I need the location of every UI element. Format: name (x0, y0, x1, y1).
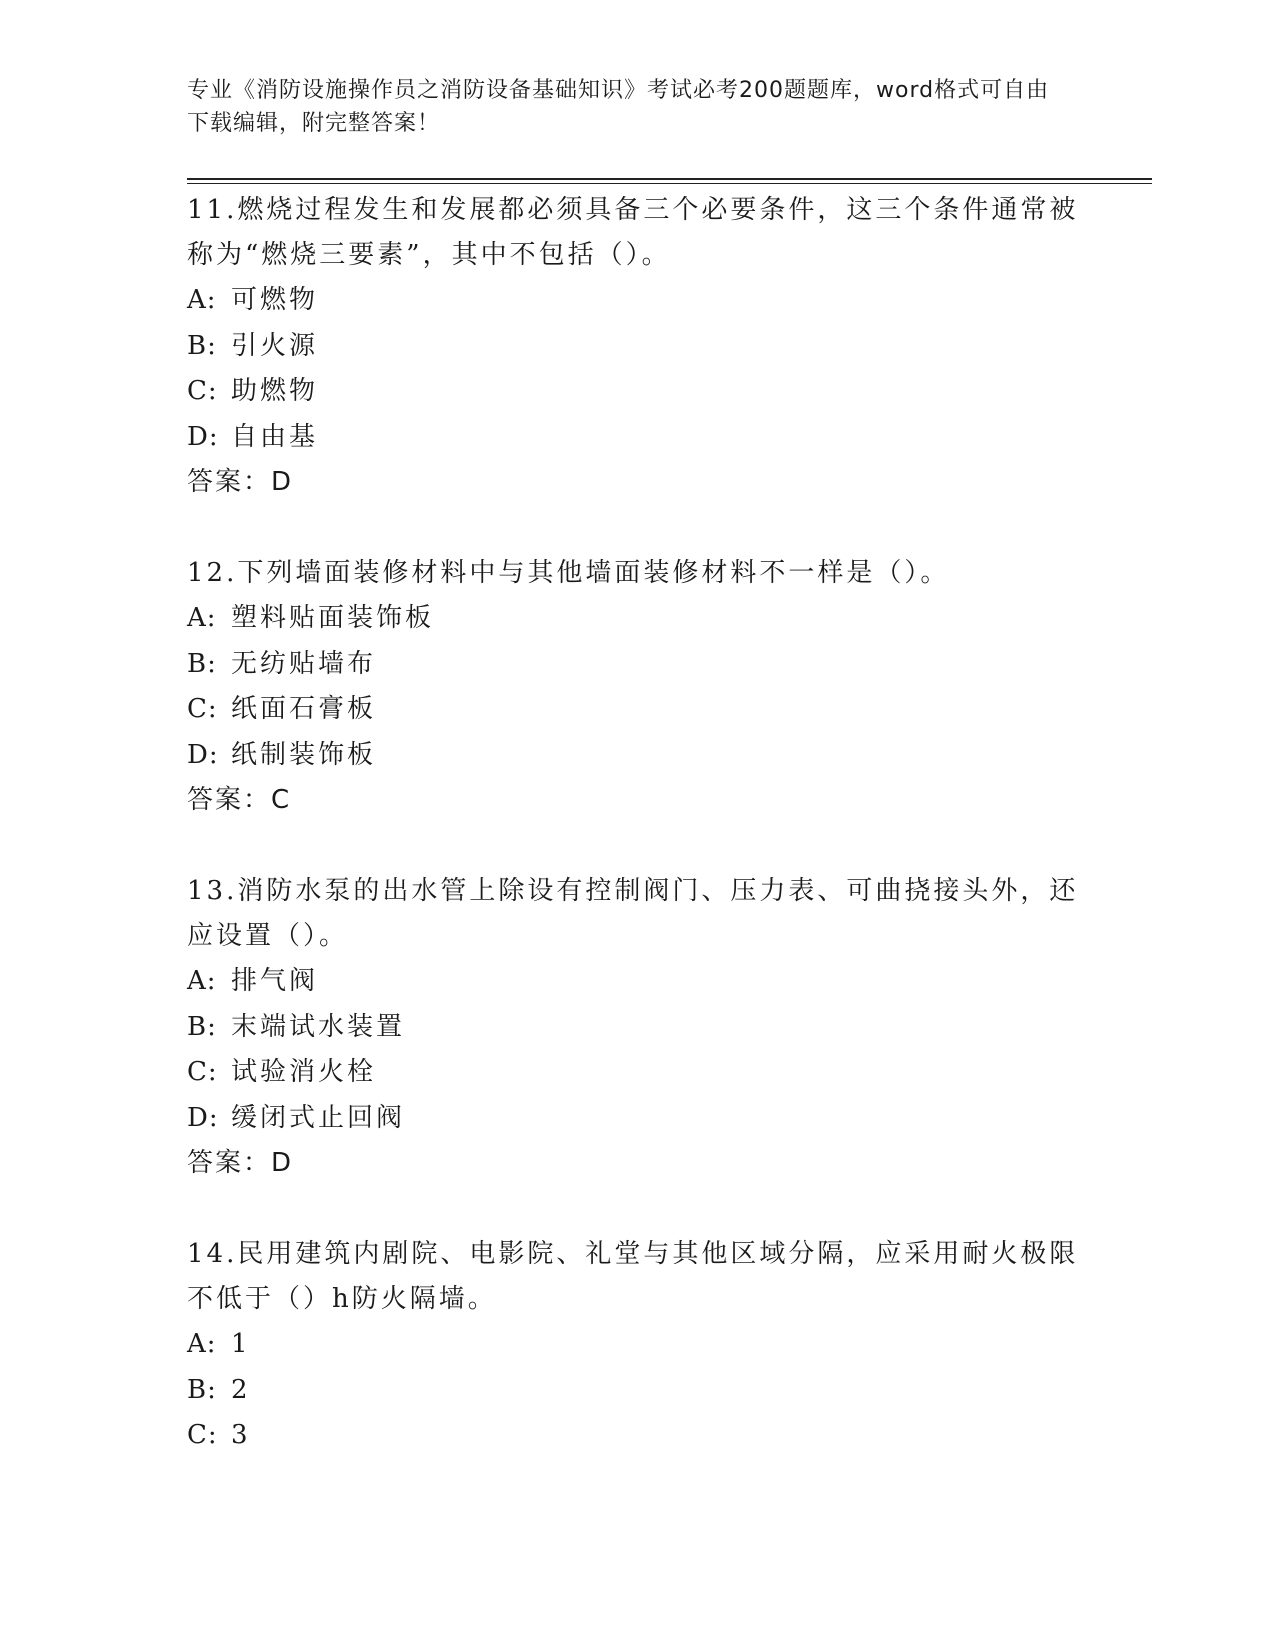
option-key: A: (187, 1329, 217, 1359)
option-text: 纸面石膏板 (231, 694, 377, 724)
option-a (187, 596, 1087, 642)
option-b (187, 1005, 1087, 1051)
option-key: D: (187, 1102, 219, 1133)
option-text: 排气阀 (231, 966, 319, 996)
option-text: 缓闭式止回阀 (231, 1102, 406, 1133)
option-a (187, 959, 1087, 1005)
option-key: B: (187, 648, 217, 679)
option-d (187, 1096, 1087, 1142)
question-11 (187, 188, 1087, 505)
option-a (187, 1322, 1087, 1368)
option-key: D: (187, 421, 219, 452)
option-b (187, 324, 1087, 370)
option-key: B: (187, 1011, 217, 1042)
answer-line: 答案：C (187, 785, 292, 815)
option-b (187, 1368, 1087, 1414)
option-text: 自由基 (231, 421, 319, 452)
header-title: 专业《消防设施操作员之消防设备基础知识》考试必考200题题库，word格式可自由下载编辑，附完整答案！ (187, 78, 1050, 136)
option-key: B: (187, 1374, 217, 1405)
option-text: 2 (231, 1374, 251, 1405)
header-divider (187, 178, 1152, 184)
option-key: C: (187, 376, 218, 406)
option-key: A: (187, 966, 217, 996)
option-key: C: (187, 694, 218, 724)
option-b (187, 642, 1087, 688)
question-stem: 11.燃烧过程发生和发展都必须具备三个必要条件，这三个条件通常被称为“燃烧三要素”，其中不包括（）。 (187, 195, 1079, 270)
option-text: 末端试水装置 (231, 1011, 406, 1042)
question-14 (187, 1232, 1087, 1459)
question-stem: 13.消防水泵的出水管上除设有控制阀门、压力表、可曲挠接头外，还应设置（）。 (187, 876, 1079, 951)
option-d (187, 415, 1087, 461)
option-key: C: (187, 1420, 218, 1450)
question-stem: 14.民用建筑内剧院、电影院、礼堂与其他区域分隔，应采用耐火极限不低于（）h防火隔墙。 (187, 1239, 1079, 1314)
option-key: B: (187, 330, 217, 361)
document-header (187, 74, 1067, 140)
answer-line: 答案：D (187, 1148, 294, 1178)
option-key: A: (187, 285, 217, 315)
option-text: 纸制装饰板 (231, 739, 377, 770)
question-13 (187, 869, 1087, 1186)
option-text: 试验消火栓 (231, 1057, 377, 1087)
option-text: 3 (231, 1420, 251, 1450)
option-c (187, 1413, 1087, 1459)
option-c (187, 369, 1087, 415)
option-c (187, 1050, 1087, 1096)
option-text: 可燃物 (231, 285, 319, 315)
option-text: 引火源 (231, 330, 319, 361)
option-key: C: (187, 1057, 218, 1087)
option-text: 塑料贴面装饰板 (231, 603, 435, 633)
option-a (187, 278, 1087, 324)
option-text: 助燃物 (231, 376, 319, 406)
option-c (187, 687, 1087, 733)
question-12 (187, 551, 1087, 823)
option-text: 1 (231, 1329, 251, 1359)
option-d (187, 733, 1087, 779)
answer-line: 答案：D (187, 467, 294, 497)
question-list (187, 188, 1087, 1505)
option-key: D: (187, 739, 219, 770)
question-stem: 12.下列墙面装修材料中与其他墙面装修材料不一样是（）。 (187, 558, 950, 588)
option-key: A: (187, 603, 217, 633)
option-text: 无纺贴墙布 (231, 648, 377, 679)
